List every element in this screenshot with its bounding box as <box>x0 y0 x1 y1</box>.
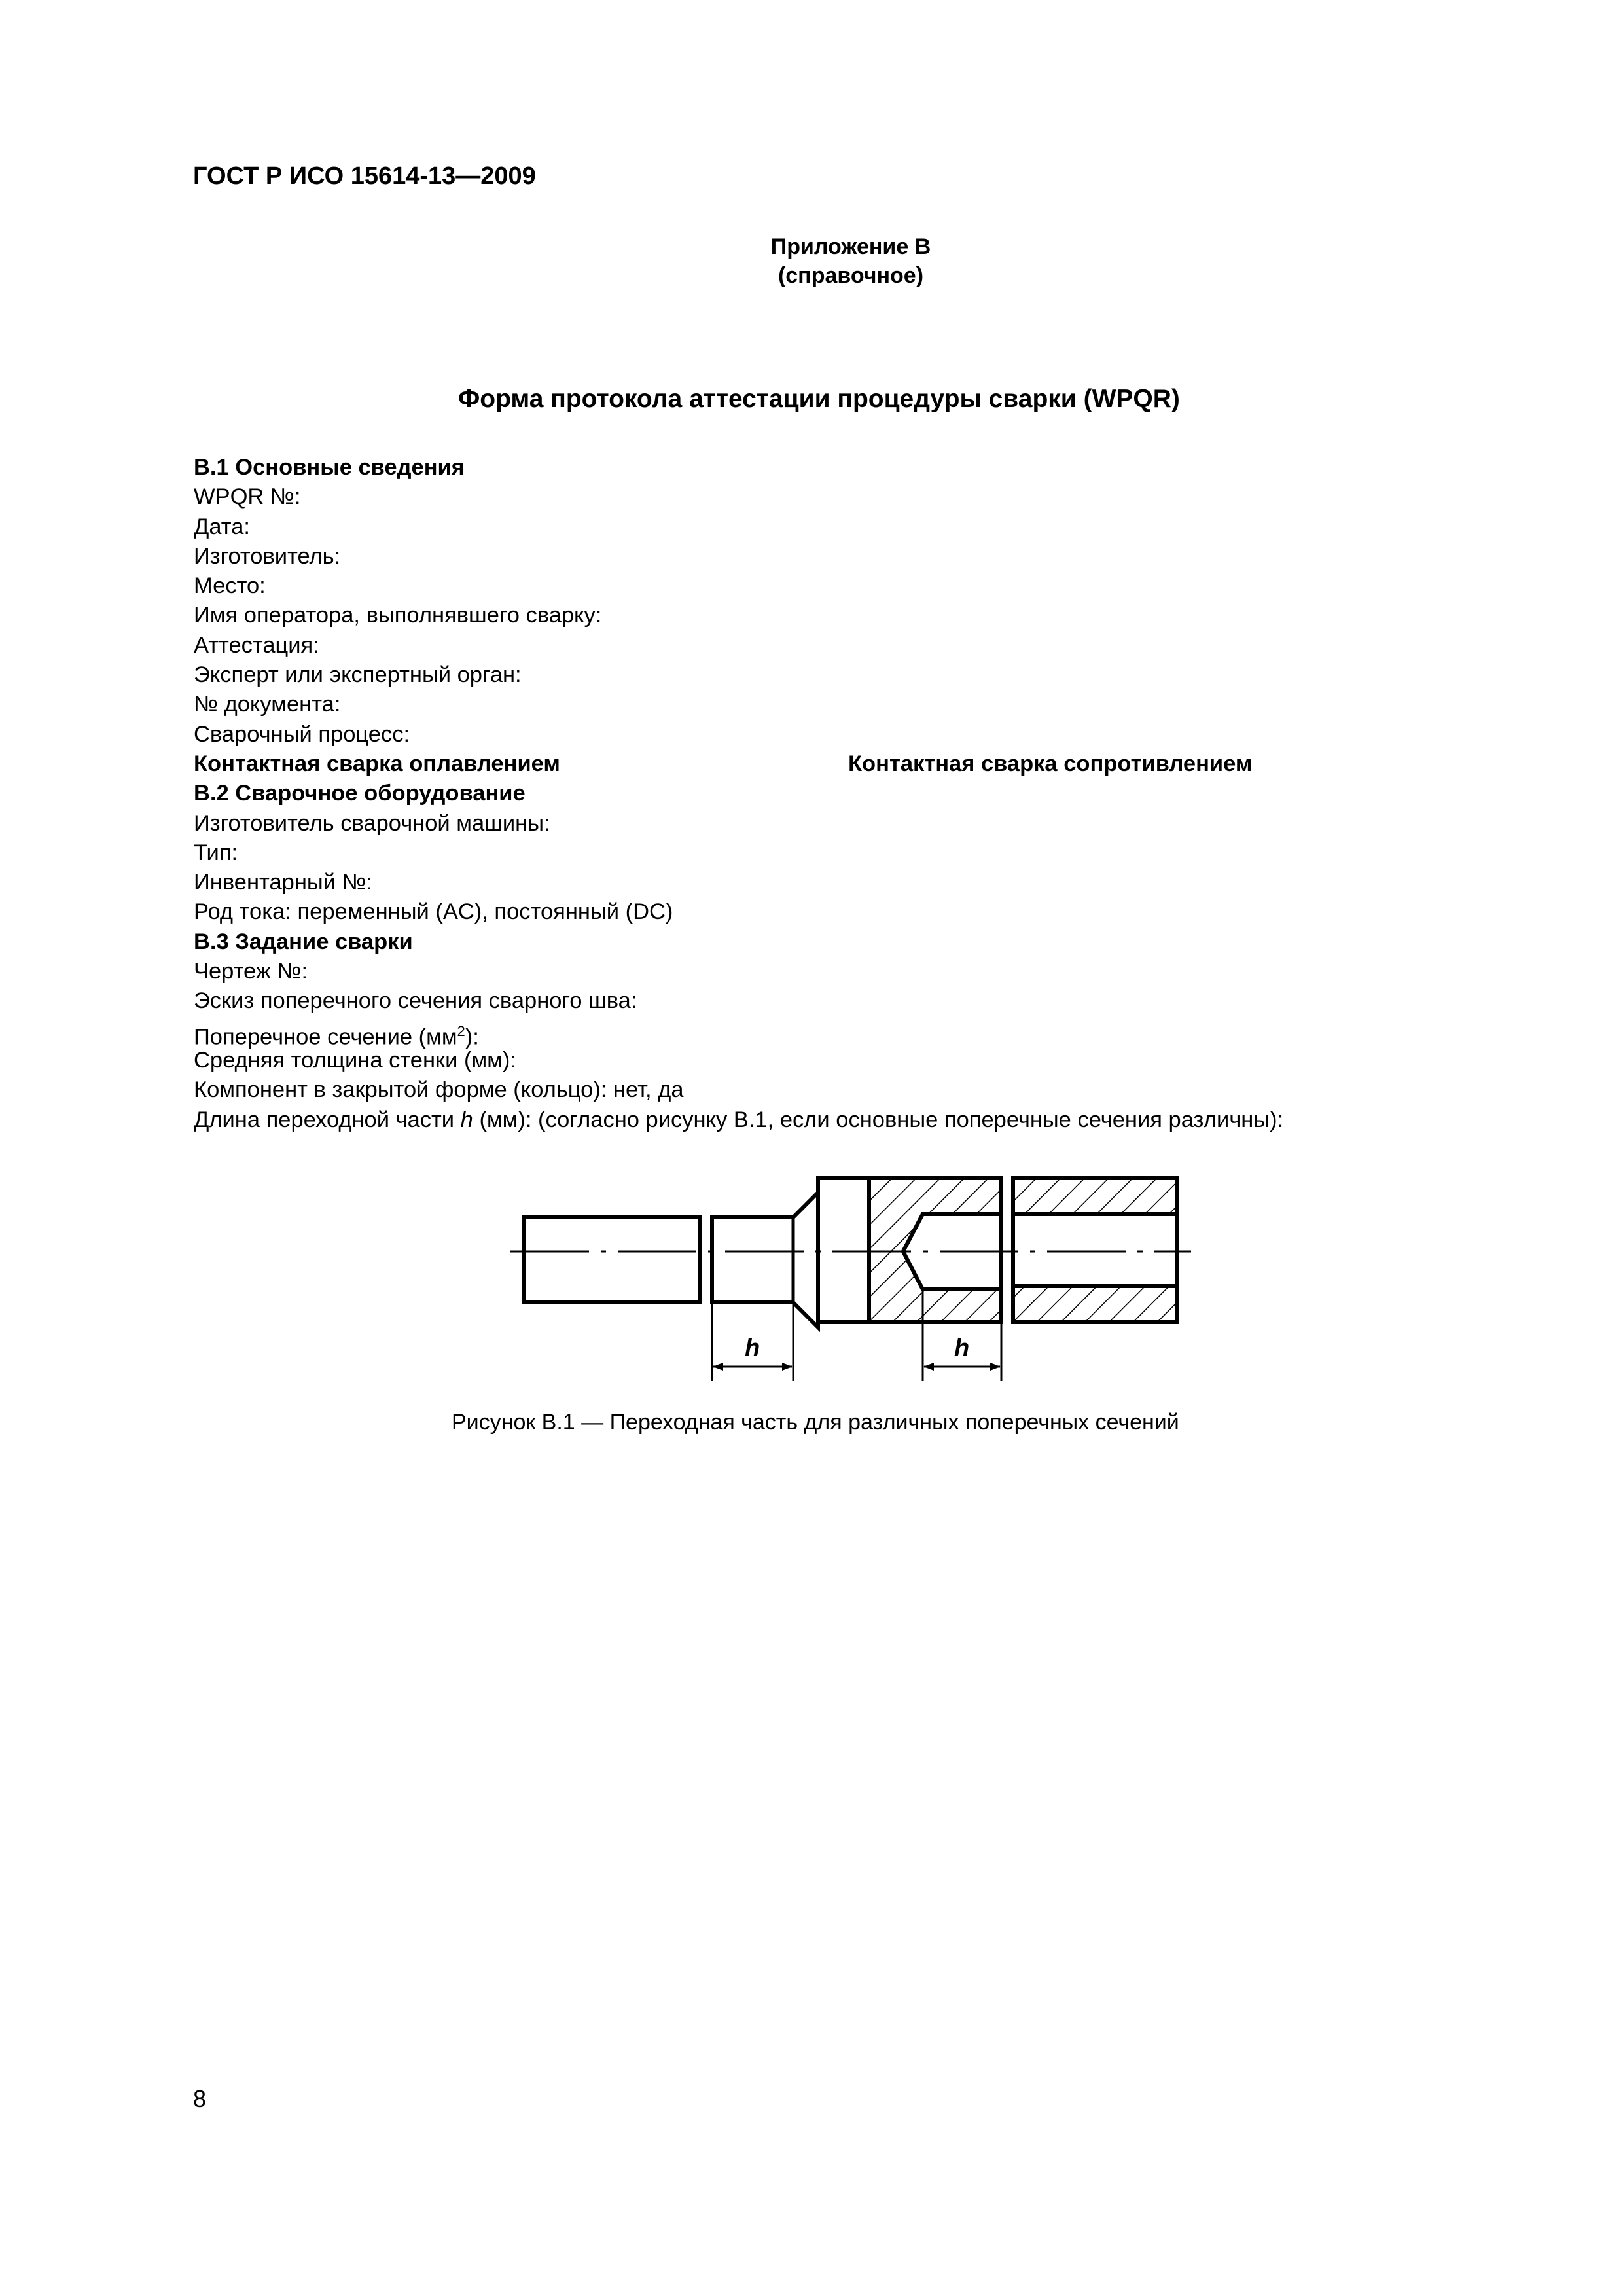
right-tube-bottom-wall <box>1013 1286 1177 1322</box>
section-heading-b2: В.2 Сварочное оборудование <box>194 781 526 806</box>
field-expert: Эксперт или экспертный орган: <box>194 662 522 688</box>
field-welding-process: Сварочный процесс: <box>194 721 410 747</box>
process-option-resistance: Контактная сварка сопротивлением <box>848 751 1253 776</box>
document-header: ГОСТ Р ИСО 15614-13—2009 <box>193 162 536 190</box>
dimension-label-h2: h <box>954 1335 970 1362</box>
flange-left <box>818 1178 869 1322</box>
transition-var: h <box>460 1107 473 1132</box>
field-wall-thickness: Средняя толщина стенки (мм): <box>194 1047 516 1073</box>
field-inventory-number: Инвентарный №: <box>194 870 373 895</box>
field-document-number: № документа: <box>194 692 341 717</box>
transition-prefix: Длина переходной части <box>194 1107 461 1132</box>
field-date: Дата: <box>194 514 250 539</box>
field-cross-section-sketch: Эскиз поперечного сечения сварного шва: <box>194 988 637 1014</box>
section-heading-b1: В.1 Основные сведения <box>194 455 465 480</box>
left-bar <box>524 1217 700 1302</box>
field-type: Тип: <box>194 840 238 865</box>
field-drawing-number: Чертеж №: <box>194 959 308 984</box>
field-wpqr-number: WPQR №: <box>194 484 301 510</box>
cross-section-prefix: Поперечное сечение (мм <box>194 1024 457 1050</box>
annex-type: (справочное) <box>777 263 924 288</box>
right-tube-top-wall <box>1013 1178 1177 1214</box>
cross-section-suffix: ): <box>465 1024 479 1050</box>
field-closed-form: Компонент в закрытой форме (кольцо): нет, да <box>194 1077 684 1103</box>
figure-caption: Рисунок В.1 — Переходная часть для различных поперечных сечений <box>452 1410 1179 1435</box>
cross-section-sup: 2 <box>457 1022 465 1039</box>
page-number: 8 <box>193 2085 207 2112</box>
field-machine-manufacturer: Изготовитель сварочной машины: <box>194 810 550 836</box>
transition-suffix: (мм): (согласно рисунку В.1, если основные поперечные сечения различны): <box>473 1107 1284 1132</box>
annex-label: Приложение В <box>770 234 931 259</box>
field-certification: Аттестация: <box>194 632 319 658</box>
middle-bar <box>712 1193 818 1327</box>
section-heading-b3: В.3 Задание сварки <box>194 929 413 954</box>
field-location: Место: <box>194 573 266 599</box>
process-option-flash: Контактная сварка оплавлением <box>194 751 560 776</box>
field-manufacturer: Изготовитель: <box>194 543 341 569</box>
dimension-label-h1: h <box>745 1335 760 1362</box>
field-operator-name: Имя оператора, выполнявшего сварку: <box>194 603 602 628</box>
page-title: Форма протокола аттестации процедуры сварки (WPQR) <box>458 385 1180 413</box>
field-current-type: Род тока: переменный (AC), постоянный (DC) <box>194 899 673 925</box>
